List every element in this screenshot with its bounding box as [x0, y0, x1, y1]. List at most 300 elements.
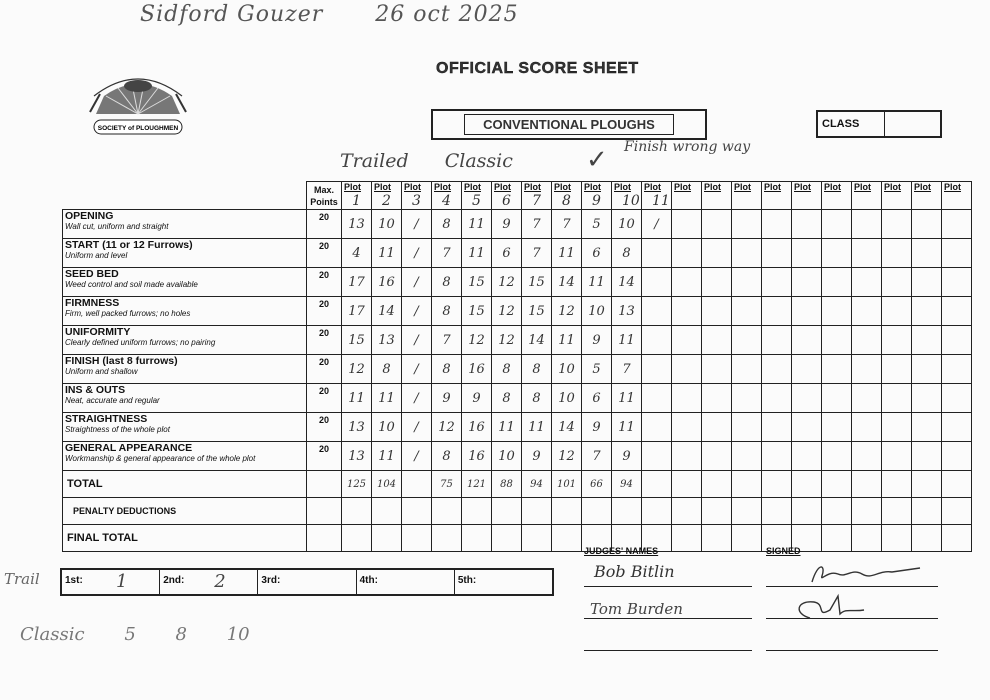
score-cell [702, 355, 732, 384]
criterion-desc: Workmanship & general appearance of the whole plot [65, 454, 256, 463]
score-cell: 12 [492, 268, 522, 297]
plot-header [762, 182, 792, 210]
score-cell [822, 210, 852, 239]
score-cell: 11 [612, 326, 642, 355]
total-cell [792, 471, 822, 498]
criterion-name: GENERAL APPEARANCE [65, 442, 193, 454]
score-cell: 6 [582, 239, 612, 268]
score-cell: 9 [522, 442, 552, 471]
judge-line-3 [584, 650, 752, 651]
score-cell [792, 326, 822, 355]
signed-header: SIGNED [766, 546, 801, 556]
criterion-max: 20 [307, 210, 342, 239]
score-cell: / [402, 413, 432, 442]
page-title: OFFICIAL SCORE SHEET [436, 60, 639, 77]
score-cell [732, 268, 762, 297]
total-cell [792, 498, 822, 525]
placing-5th: 5th: [457, 575, 477, 586]
score-cell: 8 [432, 442, 462, 471]
criterion-row [63, 326, 972, 355]
score-cell: 10 [582, 297, 612, 326]
score-cell [732, 210, 762, 239]
criterion-desc: Neat, accurate and regular [65, 396, 160, 405]
handwritten-date: 26 oct 2025 [375, 2, 519, 27]
score-cell: 16 [462, 442, 492, 471]
score-cell [762, 384, 792, 413]
total-cell [642, 498, 672, 525]
score-cell: 11 [612, 384, 642, 413]
score-cell: 9 [582, 413, 612, 442]
final-total-row-label: FINAL TOTAL [63, 525, 307, 552]
plot-number: 2 [382, 193, 391, 209]
score-cell [642, 268, 672, 297]
score-cell: 10 [612, 210, 642, 239]
score-cell [702, 210, 732, 239]
score-cell [882, 384, 912, 413]
score-cell: 11 [372, 442, 402, 471]
criterion-label [63, 239, 307, 268]
score-cell [852, 210, 882, 239]
score-cell: 11 [462, 210, 492, 239]
score-cell: 6 [582, 384, 612, 413]
criterion-max: 20 [307, 297, 342, 326]
plot-header [522, 182, 552, 210]
total-cell [942, 498, 972, 525]
score-table [62, 181, 972, 552]
score-cell [822, 442, 852, 471]
score-cell: 7 [522, 239, 552, 268]
score-cell: 11 [522, 413, 552, 442]
score-cell: 15 [462, 297, 492, 326]
score-cell [642, 297, 672, 326]
total-cell [732, 525, 762, 552]
score-cell [642, 442, 672, 471]
total-cell: 125 [342, 471, 372, 498]
score-cell [732, 355, 762, 384]
score-cell: 13 [612, 297, 642, 326]
score-cell [822, 326, 852, 355]
criterion-max: 20 [307, 442, 342, 471]
signed-line-3 [766, 650, 938, 651]
score-cell [912, 239, 942, 268]
plot-number: 5 [472, 193, 481, 209]
score-cell [792, 355, 822, 384]
score-cell [822, 384, 852, 413]
criterion-max: 20 [307, 413, 342, 442]
total-cell [912, 498, 942, 525]
criterion-max: 20 [307, 239, 342, 268]
score-cell: 11 [372, 239, 402, 268]
plot-header [432, 182, 462, 210]
total-cell [852, 471, 882, 498]
score-cell: 14 [552, 268, 582, 297]
score-cell [882, 239, 912, 268]
plot-label: Plot [524, 182, 541, 192]
handwritten-name: Sidford Gouzer [140, 2, 324, 27]
section-title: CONVENTIONAL PLOUGHS [464, 114, 674, 135]
total-cell [672, 498, 702, 525]
score-cell: 8 [372, 355, 402, 384]
classic-placings-note: Classic 5 8 10 [20, 624, 250, 645]
total-cell [522, 525, 552, 552]
score-cell: 12 [342, 355, 372, 384]
plot-label: Plot [764, 182, 781, 192]
score-cell [942, 268, 972, 297]
score-cell: 7 [432, 239, 462, 268]
plot-label: Plot [734, 182, 751, 192]
criterion-desc: Straightness of the whole plot [65, 425, 170, 434]
criterion-label [63, 384, 307, 413]
criterion-label [63, 268, 307, 297]
criterion-name: FIRMNESS [65, 297, 120, 309]
total-cell [552, 498, 582, 525]
total-cell [372, 498, 402, 525]
score-cell [732, 442, 762, 471]
criterion-label [63, 297, 307, 326]
total-cell [822, 471, 852, 498]
plot-header [672, 182, 702, 210]
header-row [63, 182, 972, 210]
check-mark: ✓ [586, 145, 608, 175]
plot-header [582, 182, 612, 210]
plot-number: 10 [622, 193, 640, 209]
plot-number: 1 [352, 193, 361, 209]
score-cell: 17 [342, 268, 372, 297]
score-cell: 13 [342, 210, 372, 239]
final-total-row [63, 525, 972, 552]
score-cell [882, 413, 912, 442]
plot-number: 7 [532, 193, 541, 209]
plot-header [882, 182, 912, 210]
score-cell: / [402, 326, 432, 355]
score-cell: / [402, 384, 432, 413]
total-cell: 104 [372, 471, 402, 498]
score-cell [852, 297, 882, 326]
score-cell [642, 384, 672, 413]
total-cell: 101 [552, 471, 582, 498]
class-label: CLASS [818, 112, 885, 136]
penalty-row-max [307, 498, 342, 525]
penalty-row-label: PENALTY DEDUCTIONS [63, 498, 307, 525]
score-cell [822, 268, 852, 297]
score-cell [642, 326, 672, 355]
criterion-row [63, 239, 972, 268]
placing-2nd: 2nd: 2 [160, 570, 258, 594]
logo-text: SOCIETY of PLOUGHMEN [97, 125, 179, 132]
score-cell: 4 [342, 239, 372, 268]
criterion-name: STRAIGHTNESS [65, 413, 148, 425]
plot-label: Plot [794, 182, 811, 192]
total-cell [372, 525, 402, 552]
score-cell: 11 [552, 239, 582, 268]
score-cell [642, 355, 672, 384]
total-cell [672, 525, 702, 552]
score-cell [702, 442, 732, 471]
total-cell [402, 471, 432, 498]
total-cell [492, 525, 522, 552]
score-cell [942, 210, 972, 239]
score-cell: 8 [432, 210, 462, 239]
score-cell: / [402, 442, 432, 471]
criterion-desc: Clearly defined uniform furrows; no pairing [65, 338, 216, 347]
total-cell [852, 525, 882, 552]
score-cell: 11 [612, 413, 642, 442]
score-cell [942, 326, 972, 355]
score-cell [912, 413, 942, 442]
plot-label: Plot [464, 182, 481, 192]
score-cell: 10 [492, 442, 522, 471]
criterion-desc: Wall cut, uniform and straight [65, 222, 169, 231]
criterion-label [63, 442, 307, 471]
score-cell: 12 [552, 442, 582, 471]
score-cell [672, 239, 702, 268]
score-cell: 12 [492, 297, 522, 326]
plot-label: Plot [854, 182, 871, 192]
score-cell [732, 326, 762, 355]
score-cell [852, 326, 882, 355]
score-cell: 9 [612, 442, 642, 471]
criterion-label [63, 326, 307, 355]
plot-number: 9 [592, 193, 601, 209]
judge-name-1: Bob Bitlin [594, 562, 675, 581]
score-cell [762, 326, 792, 355]
plot-header [912, 182, 942, 210]
total-cell [762, 498, 792, 525]
score-cell: 8 [612, 239, 642, 268]
score-cell: 8 [522, 384, 552, 413]
criterion-row [63, 384, 972, 413]
plot-number: 6 [502, 193, 511, 209]
total-cell [762, 471, 792, 498]
score-cell: 11 [492, 413, 522, 442]
total-cell [912, 471, 942, 498]
score-cell [882, 326, 912, 355]
criterion-row [63, 413, 972, 442]
score-cell [822, 413, 852, 442]
total-cell [882, 471, 912, 498]
score-cell: 14 [552, 413, 582, 442]
annotation-classic: Classic [444, 150, 513, 172]
plot-header [342, 182, 372, 210]
penalty-row [63, 498, 972, 525]
score-cell: 8 [432, 297, 462, 326]
total-cell [852, 498, 882, 525]
score-cell [792, 413, 822, 442]
placing-3rd: 3rd: [258, 570, 356, 594]
score-cell: 13 [342, 442, 372, 471]
plot-header [822, 182, 852, 210]
score-cell [852, 384, 882, 413]
plot-label: Plot [554, 182, 571, 192]
score-cell: 15 [522, 297, 552, 326]
score-cell [762, 355, 792, 384]
total-cell [672, 471, 702, 498]
score-cell: 7 [612, 355, 642, 384]
score-cell: 8 [522, 355, 552, 384]
score-cell [672, 297, 702, 326]
total-row-label: TOTAL [63, 471, 307, 498]
score-cell: / [402, 210, 432, 239]
score-cell: 12 [462, 326, 492, 355]
plot-header [462, 182, 492, 210]
total-cell [822, 498, 852, 525]
score-cell: 16 [372, 268, 402, 297]
score-cell: 11 [552, 326, 582, 355]
score-cell [942, 239, 972, 268]
score-cell [642, 413, 672, 442]
criterion-desc: Firm, well packed furrows; no holes [65, 309, 191, 318]
criterion-row [63, 210, 972, 239]
score-cell [882, 442, 912, 471]
score-cell: 6 [492, 239, 522, 268]
score-cell: 7 [432, 326, 462, 355]
plot-label: Plot [884, 182, 901, 192]
score-cell [942, 355, 972, 384]
score-cell [732, 239, 762, 268]
score-cell: 11 [372, 384, 402, 413]
score-cell: 7 [522, 210, 552, 239]
total-cell: 94 [522, 471, 552, 498]
plot-label: Plot [614, 182, 631, 192]
plot-number: 3 [412, 193, 421, 209]
score-cell [732, 413, 762, 442]
score-cell [822, 297, 852, 326]
score-cell [672, 413, 702, 442]
criterion-row [63, 442, 972, 471]
total-cell: 75 [432, 471, 462, 498]
criterion-desc: Uniform and level [65, 251, 128, 260]
score-cell [882, 210, 912, 239]
class-box [816, 110, 942, 138]
score-cell [762, 297, 792, 326]
score-cell [762, 268, 792, 297]
score-cell: 8 [432, 355, 462, 384]
score-cell: 14 [612, 268, 642, 297]
plot-header [402, 182, 432, 210]
score-cell [702, 326, 732, 355]
total-cell [462, 525, 492, 552]
total-cell [402, 498, 432, 525]
plot-label: Plot [584, 182, 601, 192]
score-cell: 5 [582, 210, 612, 239]
score-cell [852, 442, 882, 471]
score-cell: 10 [552, 355, 582, 384]
plot-header [642, 182, 672, 210]
criterion-name: INS & OUTS [65, 384, 126, 396]
score-cell: 10 [372, 210, 402, 239]
score-cell: 11 [342, 384, 372, 413]
plot-header [792, 182, 822, 210]
score-cell: / [402, 355, 432, 384]
score-cell: 9 [492, 210, 522, 239]
score-cell [792, 239, 822, 268]
score-cell [702, 268, 732, 297]
plot-header [732, 182, 762, 210]
score-cell [852, 355, 882, 384]
total-cell [642, 471, 672, 498]
score-cell: 12 [492, 326, 522, 355]
criterion-desc: Weed control and soil made available [65, 280, 198, 289]
score-cell [762, 210, 792, 239]
total-cell [822, 525, 852, 552]
score-cell [672, 442, 702, 471]
total-cell [582, 498, 612, 525]
score-cell: 8 [492, 355, 522, 384]
total-cell: 66 [582, 471, 612, 498]
score-cell [942, 413, 972, 442]
total-cell [732, 498, 762, 525]
total-cell [942, 471, 972, 498]
trail-note: Trail [4, 570, 40, 588]
score-cell: 10 [372, 413, 402, 442]
criterion-max: 20 [307, 384, 342, 413]
total-cell [342, 498, 372, 525]
criterion-name: UNIFORMITY [65, 326, 131, 338]
total-cell [552, 525, 582, 552]
score-cell [762, 413, 792, 442]
score-cell [912, 442, 942, 471]
plot-header [372, 182, 402, 210]
total-cell [882, 498, 912, 525]
score-cell: 12 [552, 297, 582, 326]
plot-number: 8 [562, 193, 571, 209]
score-cell: 15 [342, 326, 372, 355]
criterion-max: 20 [307, 355, 342, 384]
placing-1st: 1st: 1 [62, 570, 160, 594]
score-cell [732, 297, 762, 326]
score-cell [942, 384, 972, 413]
plot-header [852, 182, 882, 210]
plot-header [492, 182, 522, 210]
score-cell: 5 [582, 355, 612, 384]
total-cell [432, 525, 462, 552]
criterion-desc: Uniform and shallow [65, 367, 138, 376]
placing-1st-value: 1 [116, 571, 128, 592]
score-cell: 16 [462, 413, 492, 442]
score-cell [792, 297, 822, 326]
plot-label: Plot [344, 182, 361, 192]
total-cell [402, 525, 432, 552]
score-cell [822, 355, 852, 384]
score-cell [792, 442, 822, 471]
total-cell [492, 498, 522, 525]
criterion-name: START (11 or 12 Furrows) [65, 239, 193, 251]
signature-1 [808, 560, 928, 588]
score-cell [882, 355, 912, 384]
total-cell [432, 498, 462, 525]
score-cell: 8 [432, 268, 462, 297]
total-cell: 121 [462, 471, 492, 498]
section-box [431, 109, 707, 140]
plot-header [612, 182, 642, 210]
score-cell: 9 [582, 326, 612, 355]
score-cell: 11 [582, 268, 612, 297]
judges-header: JUDGES' NAMES [584, 546, 659, 556]
total-cell [702, 498, 732, 525]
plot-label: Plot [434, 182, 451, 192]
final-total-row-max [307, 525, 342, 552]
plot-label: Plot [404, 182, 421, 192]
score-cell [732, 384, 762, 413]
score-cell: 9 [462, 384, 492, 413]
total-cell [702, 525, 732, 552]
placing-4th: 4th: [357, 570, 455, 594]
criterion-label [63, 210, 307, 239]
total-row [63, 471, 972, 498]
score-cell [762, 239, 792, 268]
score-cell [852, 413, 882, 442]
score-cell: 12 [432, 413, 462, 442]
